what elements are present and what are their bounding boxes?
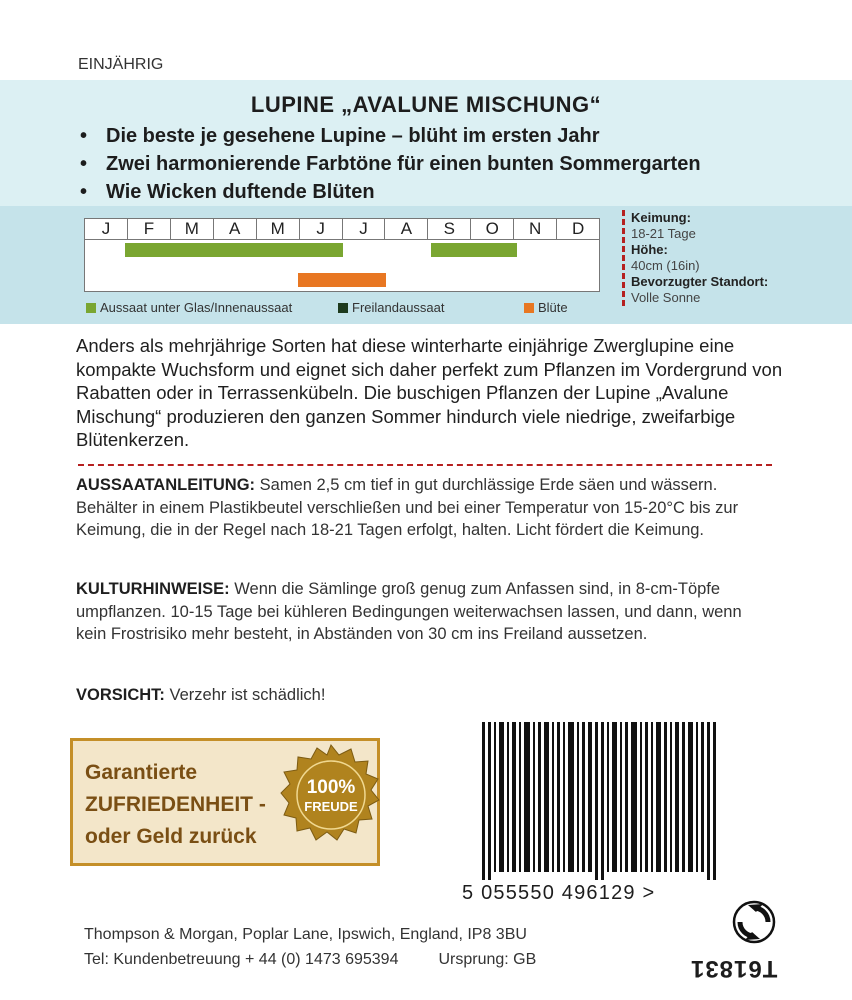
month-sep: S xyxy=(428,219,471,239)
legend-bloom: Blüte xyxy=(524,300,568,315)
month-feb: F xyxy=(128,219,171,239)
month-oct: O xyxy=(471,219,514,239)
product-description: Anders als mehrjährige Sorten hat diese winterharte einjährige Zwerglupine eine kompakte Wuchsform und eignet sich daher perfekt zum Pflanzen im Vordergrund von Rabatten oder in Terrassenkübeln. Die buschigen Pflanzen der Lupine „Avalune Mischung“ produzieren den ganzen Sommer hindurch viele niedrige, zweifarbige Blütenkerzen. xyxy=(76,335,783,450)
month-dec: D xyxy=(571,219,585,238)
dashed-divider xyxy=(78,464,772,466)
legend-swatch-dark xyxy=(338,303,348,313)
company-info xyxy=(84,922,536,972)
month-jan: J xyxy=(85,219,128,239)
bloom-bar-jun-jul xyxy=(298,273,386,287)
indoor-sowing-bar-sep-oct xyxy=(431,243,517,257)
green-dot-icon xyxy=(732,900,776,944)
seal-word: FREUDE xyxy=(304,799,358,814)
company-phone: Tel: Kundenbetreuung + 44 (0) 1473 695394 xyxy=(84,951,399,968)
month-may: M xyxy=(257,219,300,239)
feature-item: • Die beste je gesehene Lupine – blüht im ersten Jahr xyxy=(80,125,600,147)
annual-label: EINJÄHRIG xyxy=(78,56,164,73)
month-jul: J xyxy=(343,219,386,239)
culture-instructions: KULTURHINWEISE: Wenn die Sämlinge groß genug zum Anfassen sind, in 8-cm-Töpfe umpflanzen. 10-15 Tage bei kühleren Bedingungen weiterwachsen lassen, und dann, wenn kein Frostrisiko mehr besteht, in Abständen von 30 cm ins Freiland aussetzen. xyxy=(76,580,742,643)
barcode-graphic xyxy=(482,722,722,880)
legend-outdoor: Freilandaussaat xyxy=(338,300,445,315)
guarantee-badge xyxy=(70,738,380,866)
month-jun: J xyxy=(300,219,343,239)
joy-seal-icon xyxy=(279,743,383,847)
legend-indoor: Aussaat unter Glas/Innenaussaat xyxy=(86,300,292,315)
origin-label: Ursprung: GB xyxy=(438,951,537,968)
indoor-sowing-bar-feb-jun xyxy=(125,243,343,257)
feature-item: • Wie Wicken duftende Blüten xyxy=(80,181,375,203)
product-code: T61831 xyxy=(690,955,778,982)
feature-list xyxy=(78,122,701,206)
month-mar: M xyxy=(171,219,214,239)
sowing-instructions: AUSSAATANLEITUNG: Samen 2,5 cm tief in gut durchlässige Erde säen und wässern. Behälter in einem Plastikbeutel verschließen und bei einer Temperatur von 15-20°C bis zur Keimung, die in der Regel nach 18-21 Tagen erfolgt, halten. Licht fördert die Keimung. xyxy=(76,476,739,539)
seal-percent: 100% xyxy=(306,777,356,798)
company-contact-line xyxy=(84,947,536,972)
month-apr: A xyxy=(214,219,257,239)
month-row xyxy=(85,219,599,240)
feature-item: • Zwei harmonierende Farbtöne für einen bunten Sommergarten xyxy=(80,153,701,175)
company-address: Thompson & Morgan, Poplar Lane, Ipswich, England, IP8 3BU xyxy=(84,926,527,943)
caution-note: VORSICHT: Verzehr ist schädlich! xyxy=(76,686,326,704)
product-title: LUPINE „AVALUNE MISCHUNG“ xyxy=(250,92,602,117)
barcode-number: 5 055550 496129 > xyxy=(462,882,656,904)
plant-info: Keimung: 18-21 Tage Höhe: 40cm (16in) Bevorzugter Standort: Volle Sonne xyxy=(622,210,768,306)
guarantee-text: Garantierte ZUFRIEDENHEIT - oder Geld zurück xyxy=(85,761,266,848)
month-aug: A xyxy=(385,219,428,239)
legend-swatch-green xyxy=(86,303,96,313)
month-nov: N xyxy=(514,219,557,239)
sowing-calendar xyxy=(84,218,600,292)
legend-swatch-orange xyxy=(524,303,534,313)
